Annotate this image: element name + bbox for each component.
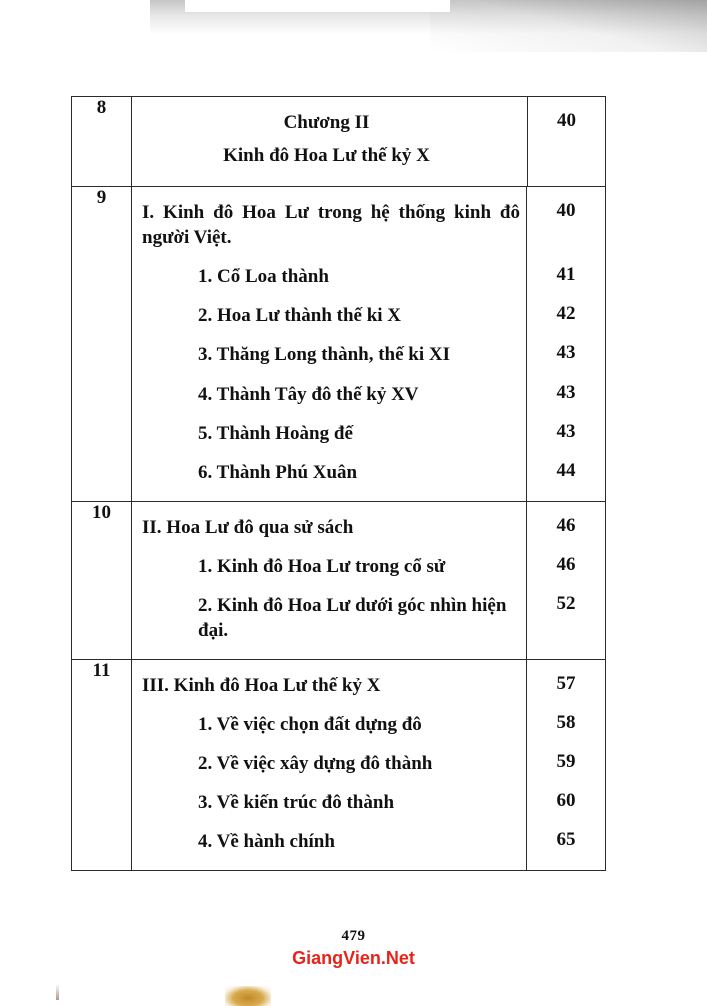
- list-item: [132, 368, 605, 407]
- row-number-cell: 8: [72, 97, 132, 187]
- toc-entry-page: 46: [527, 502, 606, 540]
- toc-entry-title: 4. Về hành chính: [198, 831, 335, 853]
- page-number-cell: 40: [528, 97, 606, 187]
- list-item: [132, 776, 605, 815]
- scan-white-patch: [185, 0, 450, 12]
- toc-entry-page: 43: [527, 407, 606, 446]
- list-item: [132, 698, 605, 737]
- scan-shadow-top: [150, 0, 707, 34]
- toc-entry-page: 42: [527, 289, 606, 328]
- table-row: [72, 187, 606, 502]
- chapter-heading-cell: [132, 97, 528, 187]
- toc-entry-title: 4. Thành Tây đô thế kỷ XV: [198, 383, 419, 405]
- entries-cell: [132, 501, 606, 659]
- toc-entry-page: 44: [527, 446, 606, 501]
- list-item: [132, 328, 605, 367]
- table-of-contents: [71, 96, 606, 871]
- row-number-cell: 9: [72, 187, 132, 502]
- toc-entry-title: III. Kinh đô Hoa Lư thế kỷ X: [142, 675, 381, 697]
- row-number-cell: 11: [72, 660, 132, 871]
- toc-entry-page: 59: [527, 737, 606, 776]
- chapter-heading-line: Kinh đô Hoa Lư thế kỷ X: [223, 145, 430, 167]
- page-number: 479: [341, 928, 366, 944]
- list-item: [132, 540, 605, 579]
- list-item: [132, 579, 605, 659]
- toc-entry-title: 2. Kinh đô Hoa Lư dưới góc nhìn hiện đại.: [198, 594, 507, 642]
- toc-entry-page: 60: [527, 776, 606, 815]
- toc-entry-page: 43: [527, 368, 606, 407]
- list-item: [132, 502, 605, 540]
- toc-entry-title: 6. Thành Phú Xuân: [198, 461, 358, 483]
- scan-artifact-blob: [225, 986, 271, 1006]
- row-number-cell: 10: [72, 501, 132, 659]
- toc-entry-title: 2. Về việc xây dựng đô thành: [198, 753, 433, 775]
- list-item: [132, 815, 605, 870]
- toc-entry-title: 3. Về kiến trúc đô thành: [198, 792, 395, 814]
- table-row: [72, 97, 606, 187]
- chapter-heading-line: Chương II: [283, 112, 370, 133]
- list-item: [132, 250, 605, 289]
- toc-entry-page: 46: [527, 540, 606, 579]
- table-row: [72, 501, 606, 659]
- toc-entry-title: 1. Cổ Loa thành: [198, 266, 329, 288]
- entries-cell: [132, 187, 606, 502]
- entries-cell: [132, 660, 606, 871]
- list-item: [132, 446, 605, 501]
- scan-artifact-streak: [56, 984, 59, 1000]
- toc-entry-page: 65: [527, 815, 606, 870]
- toc-entry-page: 43: [527, 328, 606, 367]
- toc-entry-page: 57: [527, 660, 606, 698]
- list-item: [132, 660, 605, 698]
- list-item: [132, 737, 605, 776]
- toc-entry-page: 40: [527, 187, 606, 250]
- toc-entry-title: 3. Thăng Long thành, thế ki XI: [198, 344, 451, 366]
- toc-entry-page: 58: [527, 698, 606, 737]
- toc-entry-title: II. Hoa Lư đô qua sử sách: [142, 516, 354, 538]
- toc-entry-title: 1. Về việc chọn đất dựng đô: [198, 714, 422, 736]
- list-item: [132, 289, 605, 328]
- list-item: [132, 187, 605, 250]
- site-watermark: GiangVien.Net: [292, 948, 415, 968]
- scan-shadow-top-right: [430, 0, 707, 52]
- toc-entry-page: 52: [527, 579, 606, 659]
- toc-entry-title: 5. Thành Hoàng đế: [198, 422, 353, 444]
- toc-entry-title: 1. Kinh đô Hoa Lư trong cổ sử: [198, 555, 446, 577]
- toc-entry-page: 41: [527, 250, 606, 289]
- toc-entry-title: 2. Hoa Lư thành thế ki X: [198, 305, 402, 327]
- list-item: [132, 407, 605, 446]
- toc-entry-title: I. Kinh đô Hoa Lư trong hệ thống kinh đô người Việt.: [142, 202, 520, 249]
- table-row: [72, 660, 606, 871]
